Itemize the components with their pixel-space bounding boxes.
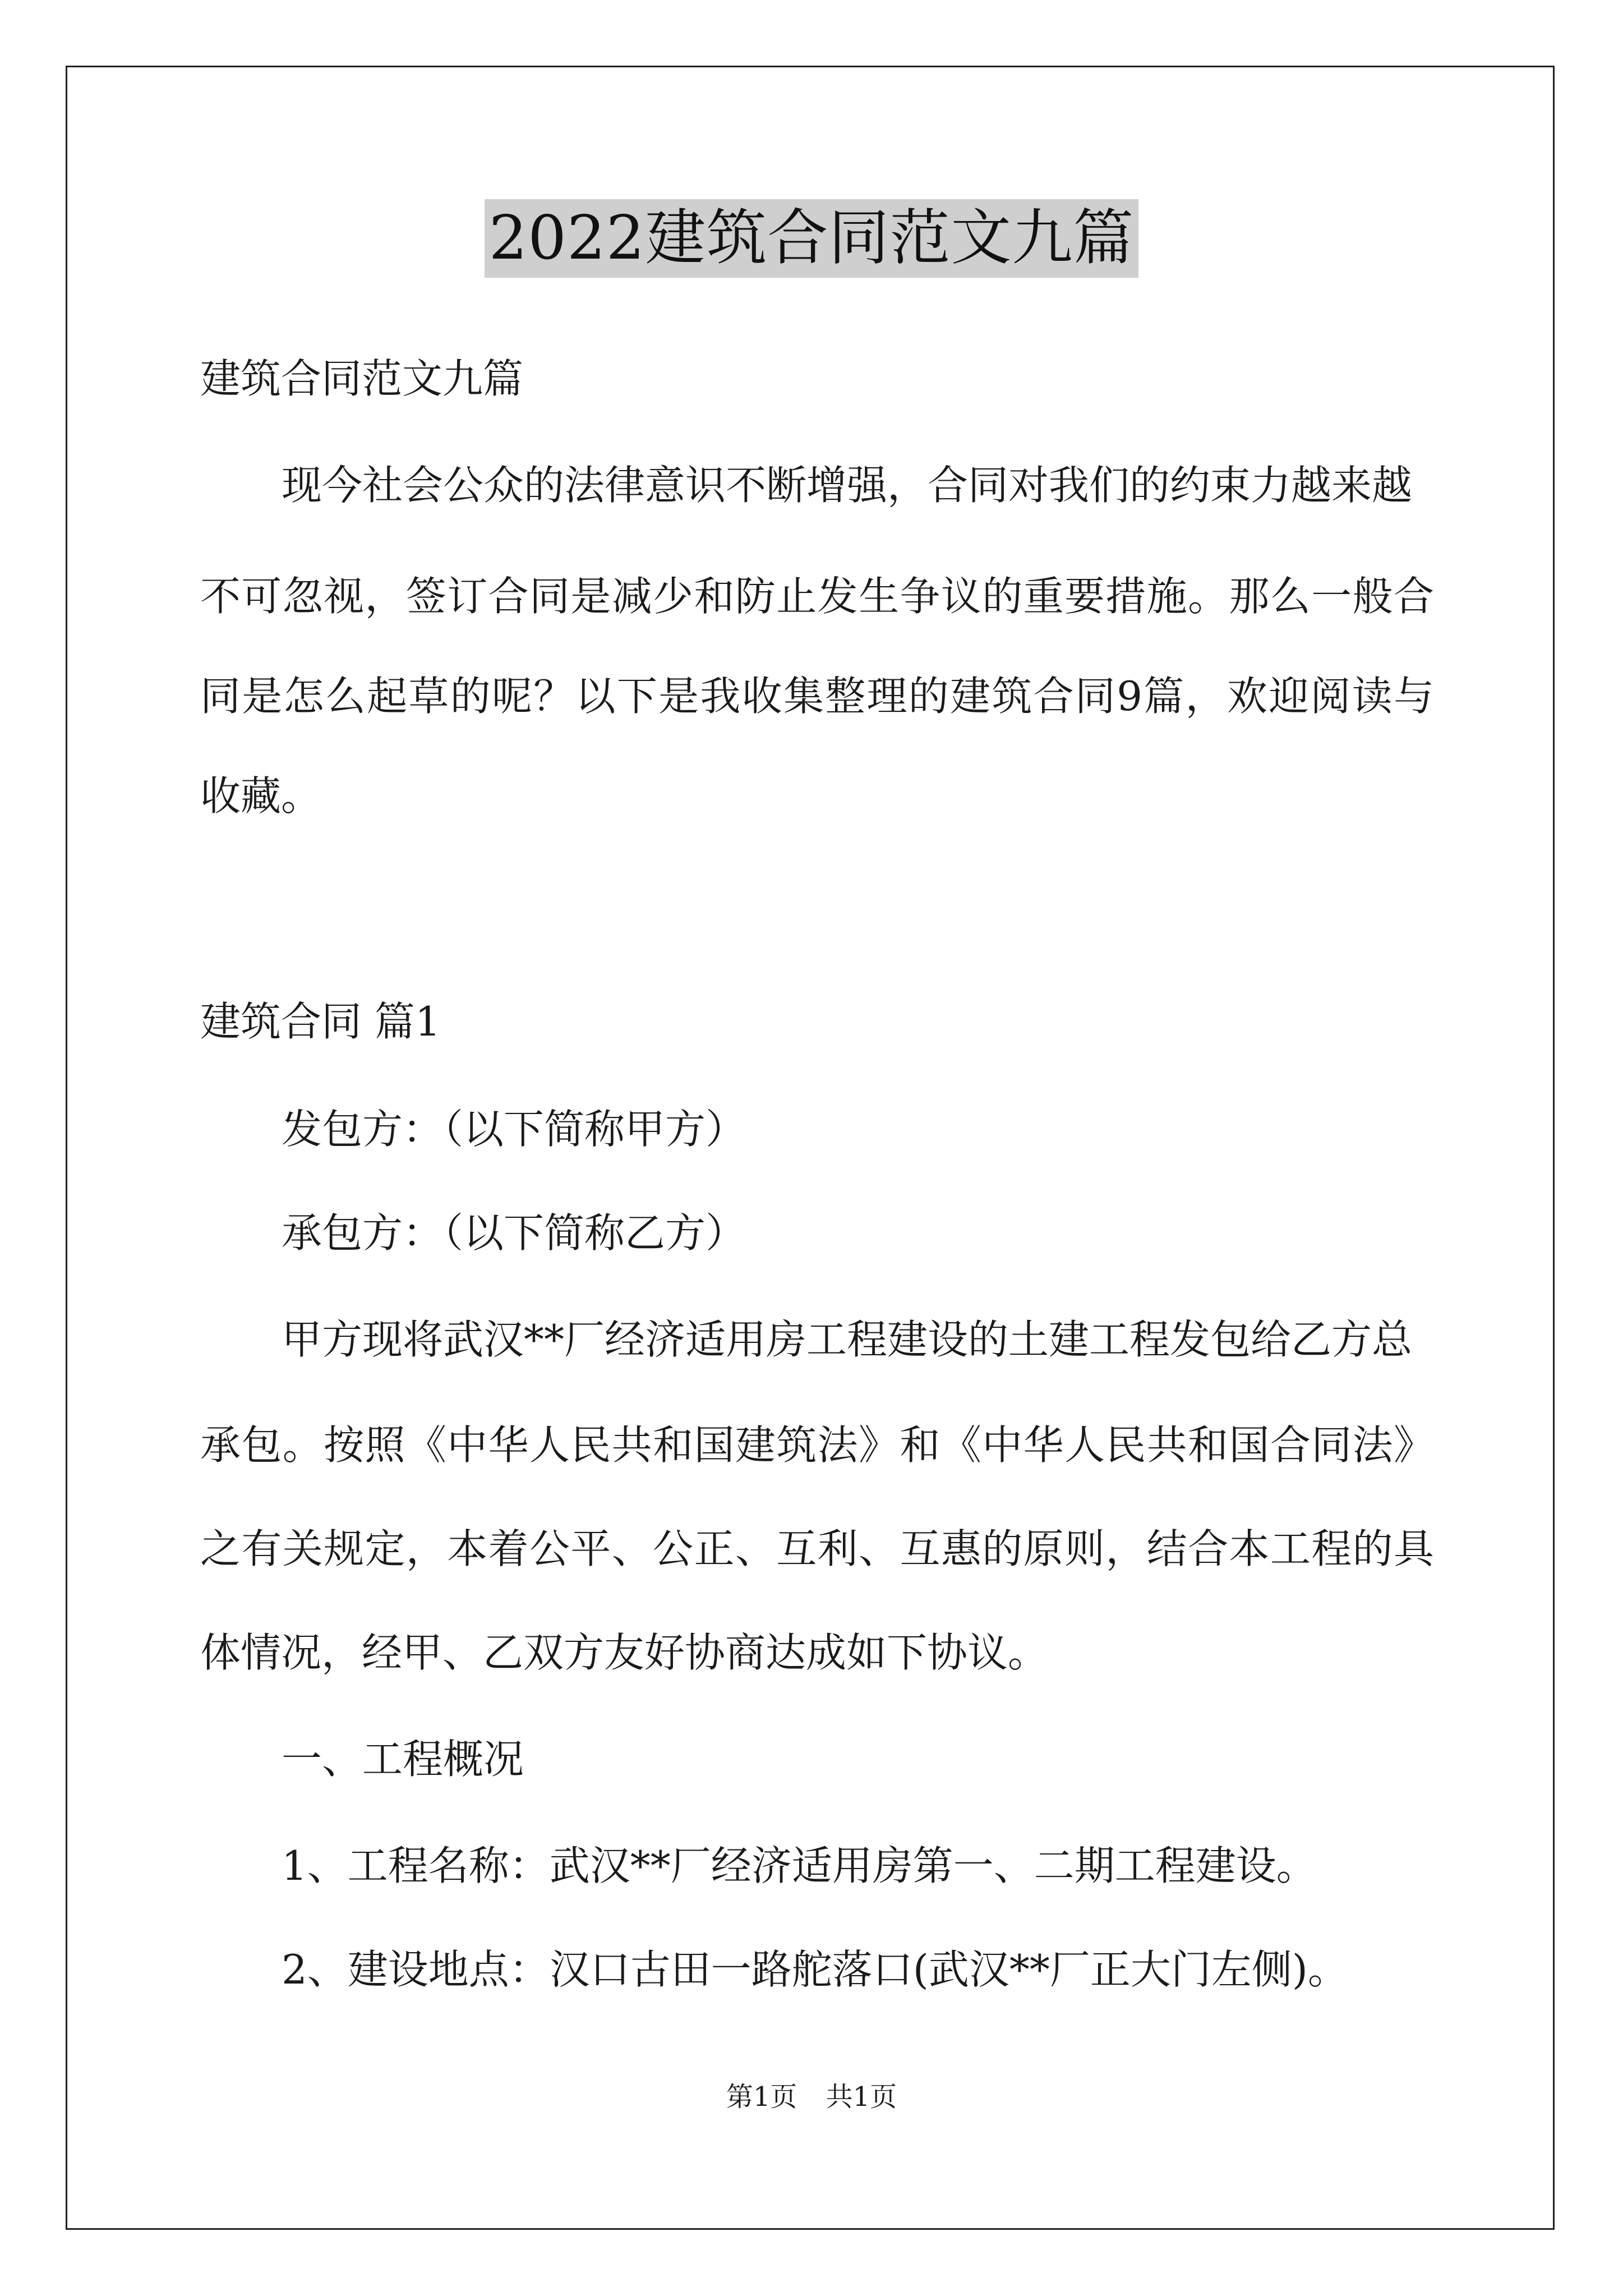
body-line-1: 甲方现将武汉**厂经济适用房工程建设的土建工程发包给乙方总 xyxy=(282,1316,1413,1363)
page-total: 共1页 xyxy=(826,2081,897,2113)
item-2: 2、建设地点：汉口古田一路舵落口(武汉**厂正大门左侧)。 xyxy=(282,1946,1348,1993)
intro-line-3: 同是怎么起草的呢？以下是我收集整理的建筑合同9篇，欢迎阅读与 xyxy=(200,673,1434,720)
intro-line-4: 收藏。 xyxy=(200,772,322,820)
intro-line-2: 不可忽视，签订合同是减少和防止发生争议的重要措施。那么一般合 xyxy=(200,573,1434,620)
party-b-line: 承包方：（以下简称乙方） xyxy=(282,1209,746,1257)
item-1: 1、工程名称：武汉**厂经济适用房第一、二期工程建设。 xyxy=(282,1842,1317,1889)
party-a-line: 发包方：（以下简称甲方） xyxy=(282,1106,746,1153)
section-heading: 建筑合同 篇1 xyxy=(200,998,441,1045)
title-container xyxy=(0,199,1623,278)
body-line-2: 承包。按照《中华人民共和国建筑法》和《中华人民共和国合同法》 xyxy=(200,1421,1434,1469)
document-subtitle: 建筑合同范文九篇 xyxy=(200,355,524,402)
body-line-3: 之有关规定，本着公平、公正、互利、互惠的原则，结合本工程的具 xyxy=(200,1525,1434,1572)
document-title: 2022建筑合同范文九篇 xyxy=(485,199,1139,278)
intro-line-1: 现今社会公众的法律意识不断增强，合同对我们的约束力越来越 xyxy=(282,462,1413,509)
page-footer xyxy=(0,2080,1623,2114)
body-line-4: 体情况，经甲、乙双方友好协商达成如下协议。 xyxy=(200,1629,1049,1676)
page-current: 第1页 xyxy=(726,2081,797,2113)
section-one-heading: 一、工程概况 xyxy=(282,1736,524,1783)
